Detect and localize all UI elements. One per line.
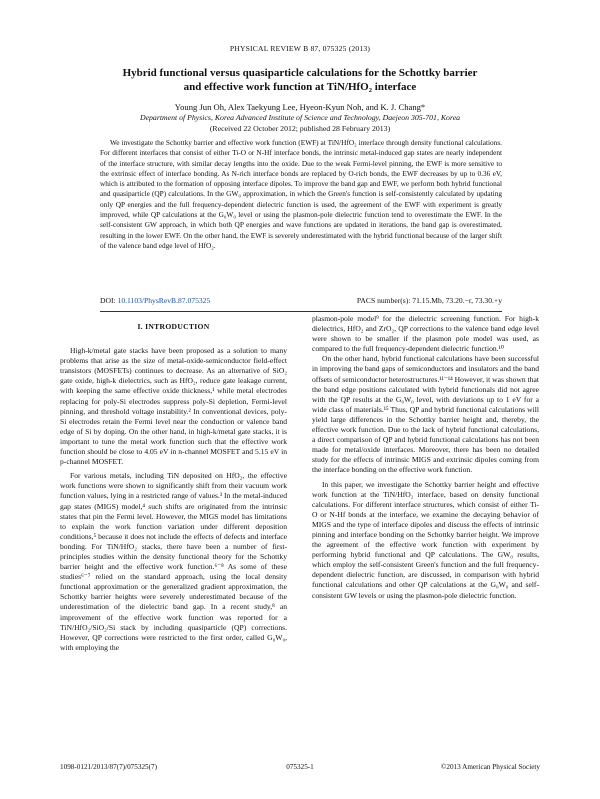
received-dates: (Received 22 October 2012; published 28 February 2013) bbox=[209, 124, 391, 133]
paragraph: High-k/metal gate stacks have been proposed as a solution to many problems that arise as the size of metal-oxide-semiconductor field-effect transistors (MOSFETs) continues to decrease. As an alternative of SiO₂ gate oxide, high-k dielectrics, such as HfO₂, reduce gate leakage current, with keeping the same effective oxide thickness,¹ while metal electrodes replacing for poly-Si electrodes suppress poly-Si depletion, Fermi-level pinning, and threshold voltage instability.² In conventional devices, poly-Si electrodes retain the Fermi level near the conduction or valence band edge of Si by doping. On the other hand, in high-k/metal gate stacks, it is important to tune the metal work function such that the effective work function should be close to 4.05 eV in n-channel MOSFET and 5.15 eV in p-channel MOSFET. bbox=[60, 346, 287, 467]
footer-copyright: ©2013 American Physical Society bbox=[440, 763, 540, 771]
paragraph: plasmon-pole model⁹ for the dielectric screening function. For high-k dielectrics, HfO₂ and ZrO₂, QP corrections to the valence band edge level were shown to be smaller if the plasmon pole model was used, as compared to the full frequency-dependent dielectric function.¹⁰ bbox=[312, 314, 539, 354]
paragraph: In this paper, we investigate the Schottky barrier height and effective work function at the TiN/HfO₂ interface, based on density functional calculations. For different interface structures, which consist of either Ti-O or N-Hf bonds at the interface, we examine the decaying behavior of MIGS and the type of interface dipoles and discuss the effects of intrinsic pinning and interface bonding on the Schottky barrier height. We improve the agreement of the effective work function with experiment by performing hybrid functional and QP calculations. The GW₀ results, which employ the self-consistent Green's function and the full frequency-dependent dielectric function, are discussed, in comparison with hybrid functional calculations and other QP calculations at the G₀W₀ and self-consistent GW levels or using the plasmon-pole dielectric function. bbox=[312, 479, 539, 600]
paper-title bbox=[60, 66, 540, 94]
doi-label: DOI: bbox=[100, 296, 116, 305]
abstract: We investigate the Schottky barrier and effective work function (EWF) at TiN/HfO₂ interface through density functional calculations. For different interfaces that consist of either Ti-O or N-Hf interface bonds, the intrinsic metal-induced gap states are nearly independent of the interface structure, with similar decay lengths into the oxide. Due to the weak Fermi-level pinning, the EWF is more sensitive to the extrinsic effect of interface bonding. As N-rich interface bonds are replaced by O-rich bonds, the EWF decreases by up to 0.36 eV, which is attributed to the formation of opposing interface dipoles. To improve the band gap and EWF, we perform both hybrid functional and quasiparticle (QP) calculations. In the GW₀ approximation, in which the Green's function is self-consistently calculated by updating only QP energies and the full frequency-dependent dielectric function is used, the agreement of the EWF with experiment is greatly improved, while QP calculations at the G₀W₀ level or using the plasmon-pole dielectric function tend to overestimate the EWF. In the self-consistent GW approach, in which both QP energies and wave functions are updated in iterations, the band gap is overestimated, resulting in the lower EWF. On the other hand, the EWF is severely underestimated with the hybrid functional because of the larger shift of the valence band edge level of HfO₂. bbox=[100, 138, 502, 250]
doi-line bbox=[100, 296, 502, 305]
footer-issn: 1098-0121/2013/87(7)/075325(7) bbox=[60, 763, 158, 771]
footer-page-number: 075325-1 bbox=[286, 763, 314, 771]
title-line-2: and effective work function at TiN/HfO₂ interface bbox=[183, 81, 417, 93]
title-line-1: Hybrid functional versus quasiparticle calculations for the Schottky barrier bbox=[122, 67, 478, 79]
section-heading: I. INTRODUCTION bbox=[137, 322, 210, 331]
paragraph: For various metals, including TiN deposited on HfO₂, the effective work functions were shown to significantly shift from their vacuum work function values, lying in a restricted range of values.³ In the metal-induced gap states (MIGS) model,⁴ such shifts are originated from the intrinsic states that pin the Fermi level. However, the MIGS model has limitations to explain the work function variation under different deposition conditions,⁵ because it does not include the effects of defects and interface bonding. For TiN/HfO₂ stacks, there have been a number of first-principles studies within the density functional theory for the Schottky barrier height and the effective work function.⁶⁻⁸ As some of these studies⁶⁻⁷ relied on the standard approach, using the local density functional approximation or the generalized gradient approximation, the Schottky barrier heights were severely underestimated because of the underestimation of the dielectric band gap. In a recent study,⁸ an improvement of the effective work function was reported for a TiN/HfO₂/SiO₂/Si stack by including quasiparticle (QP) corrections. However, QP corrections were restricted to the first order, called G₀W₀, with employing the bbox=[60, 471, 287, 652]
paragraph: On the other hand, hybrid functional calculations have been successful in improving the band gaps of semiconductors and insulators and the band offsets of semiconductor heterostructures.¹¹⁻¹⁴ However, it was shown that the band edge positions calculated with hybrid functionals did not agree with the QP results at the G₀W₀ level, with deviations up to 1 eV for a wide class of materials.¹⁵ Thus, QP and hybrid functional calculations will yield large differences in the Schottky barrier height and, thereby, the effective work function. Due to the lack of hybrid functional calculations, a direct comparison of QP and hybrid functional calculations has not been made for metal/oxide interfaces. Moreover, there has been no detailed study for the effects of intrinsic MIGS and extrinsic dipoles coming from the interface bonding on the effective work function. bbox=[312, 354, 539, 475]
author-list: Young Jun Oh, Alex Taekyung Lee, Hyeon-Kyun Noh, and K. J. Chang* bbox=[174, 102, 426, 112]
affiliation: Department of Physics, Korea Advanced Institute of Science and Technology, Daejeon 305-701, Korea bbox=[139, 113, 461, 122]
pacs-numbers: PACS number(s): 71.15.Mb, 73.20.−r, 73.30.+y bbox=[356, 296, 502, 305]
right-column bbox=[312, 314, 539, 601]
left-column bbox=[60, 322, 287, 653]
abstract-divider bbox=[100, 311, 502, 312]
journal-header: PHYSICAL REVIEW B 87, 075325 (2013) bbox=[229, 44, 371, 53]
doi-link[interactable]: 10.1103/PhysRevB.87.075325 bbox=[117, 296, 211, 305]
page-footer bbox=[60, 763, 540, 771]
